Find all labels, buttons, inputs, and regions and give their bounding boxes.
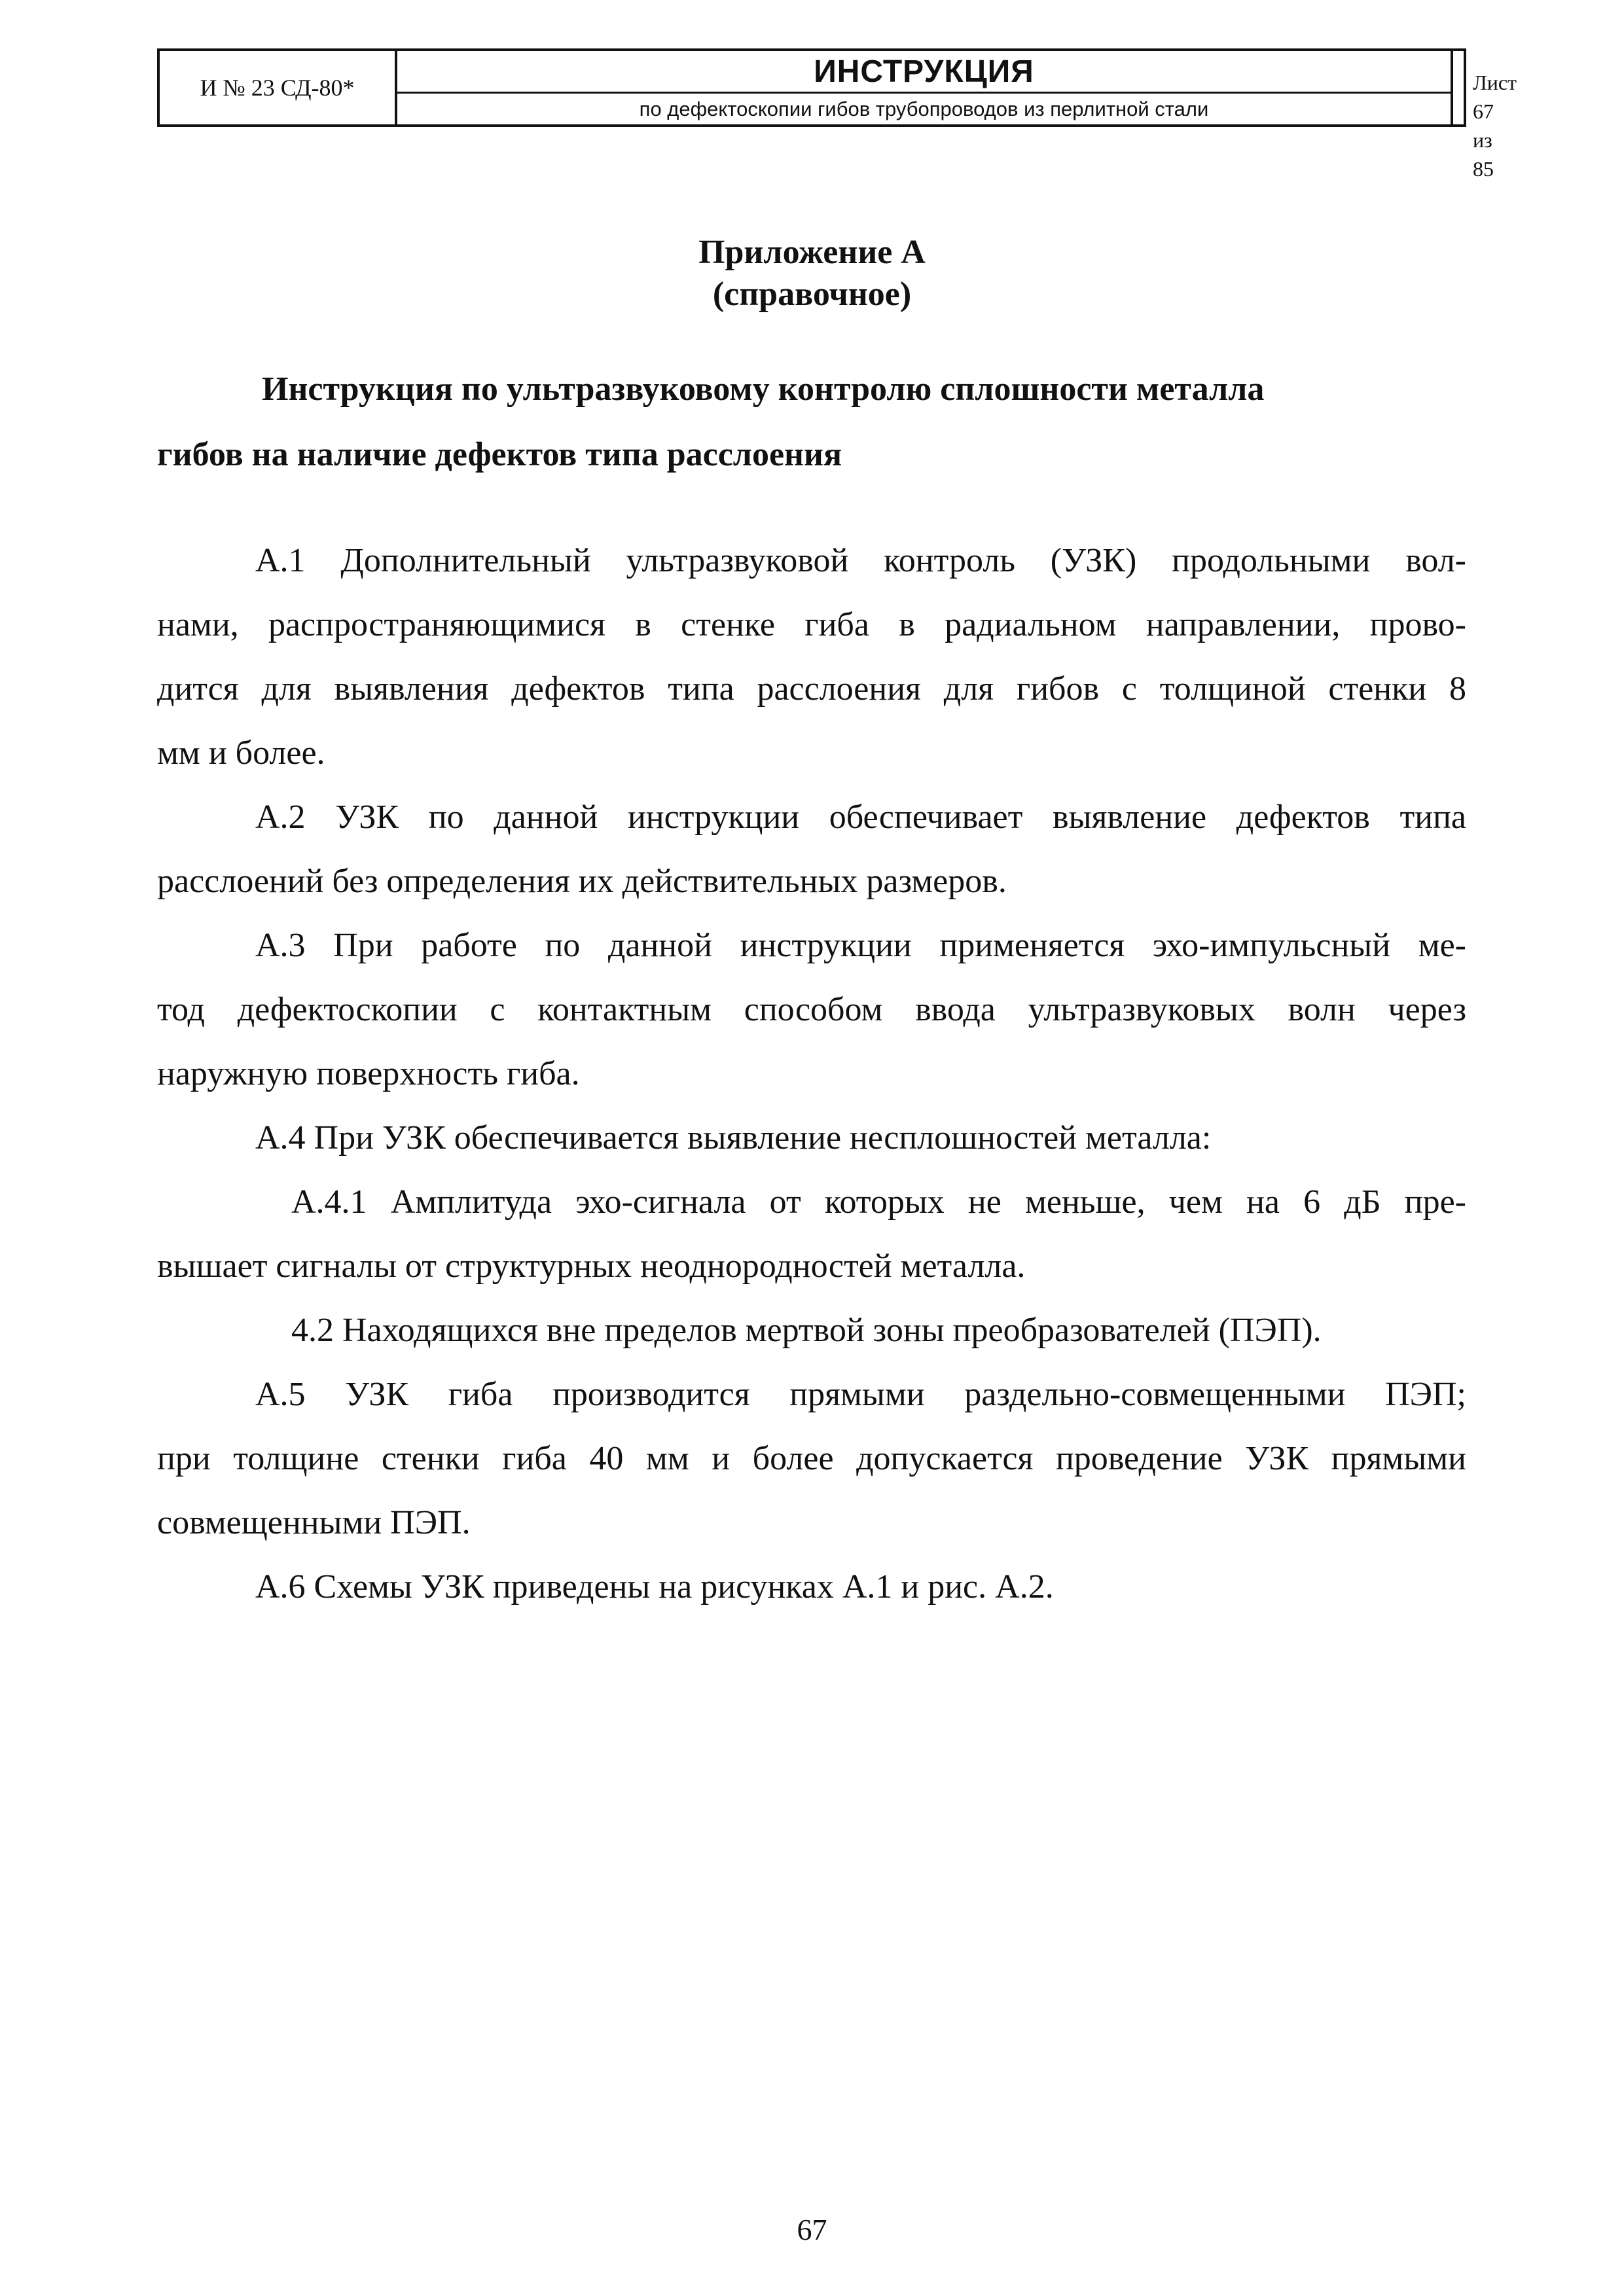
paragraph-a1-line-1: А.1 Дополнительный ультразвуковой контроль (УЗК) продольными вол-: [255, 542, 1466, 579]
paragraph-a5-line-3: совмещенными ПЭП.: [157, 1504, 471, 1541]
doc-code: И № 23 СД-80*: [160, 51, 397, 124]
doc-title: ИНСТРУКЦИЯ: [397, 51, 1451, 94]
doc-subtitle: по дефектоскопии гибов трубопроводов из перлитной стали: [639, 97, 1209, 120]
appendix-type: (справочное): [712, 276, 912, 313]
paragraph-a42-line-1: 4.2 Находящихся вне пределов мертвой зоны преобразователей (ПЭП).: [291, 1312, 1322, 1349]
paragraph-a41-line-1: А.4.1 Амплитуда эхо-сигнала от которых не меньше, чем на 6 дБ пре-: [291, 1183, 1466, 1221]
paragraph-a6-line-1: А.6 Схемы УЗК приведены на рисунках А.1 и рис. А.2.: [255, 1568, 1054, 1605]
paragraph-a1-line-4: мм и более.: [157, 734, 325, 772]
header-stamp: [157, 48, 1517, 181]
paragraph-a1-line-3: дится для выявления дефектов типа расслоения для гибов с толщиной стенки 8: [157, 670, 1466, 708]
page-number: 67: [797, 2213, 827, 2246]
paragraph-a4-line-1: А.4 При УЗК обеспечивается выявление несплошностей металла:: [255, 1119, 1212, 1157]
paragraph-a5-line-1: А.5 УЗК гиба производится прямыми раздельно-совмещенными ПЭП;: [255, 1376, 1466, 1413]
section-title-line-1: Инструкция по ультразвуковому контролю сплошности металла: [262, 370, 1265, 408]
paragraph-a41-line-2: вышает сигналы от структурных неоднородностей металла.: [157, 1247, 1026, 1285]
appendix-title: Приложение А: [698, 234, 926, 271]
sheet-info: Лист 67 из 85: [1473, 71, 1517, 181]
paragraph-a1-line-2: нами, распространяющимися в стенке гиба в радиальном направлении, прово-: [157, 606, 1466, 643]
section-title-line-2: гибов на наличие дефектов типа расслоения: [157, 436, 842, 473]
paragraph-a3-line-3: наружную поверхность гиба.: [157, 1055, 580, 1092]
paragraph-a2-line-1: А.2 УЗК по данной инструкции обеспечивает выявление дефектов типа: [255, 798, 1466, 836]
paragraph-a2-line-2: расслоений без определения их действительных размеров.: [157, 863, 1007, 900]
doc-title-block: [397, 51, 1453, 124]
body-text: [157, 529, 1466, 1619]
paragraph-a5-line-2: при толщине стенки гиба 40 мм и более допускается проведение УЗК прямыми: [157, 1440, 1466, 1477]
paragraph-a3-line-2: тод дефектоскопии с контактным способом ввода ультразвуковых волн через: [157, 991, 1466, 1028]
paragraph-a3-line-1: А.3 При работе по данной инструкции применяется эхо-импульсный ме-: [255, 927, 1466, 964]
